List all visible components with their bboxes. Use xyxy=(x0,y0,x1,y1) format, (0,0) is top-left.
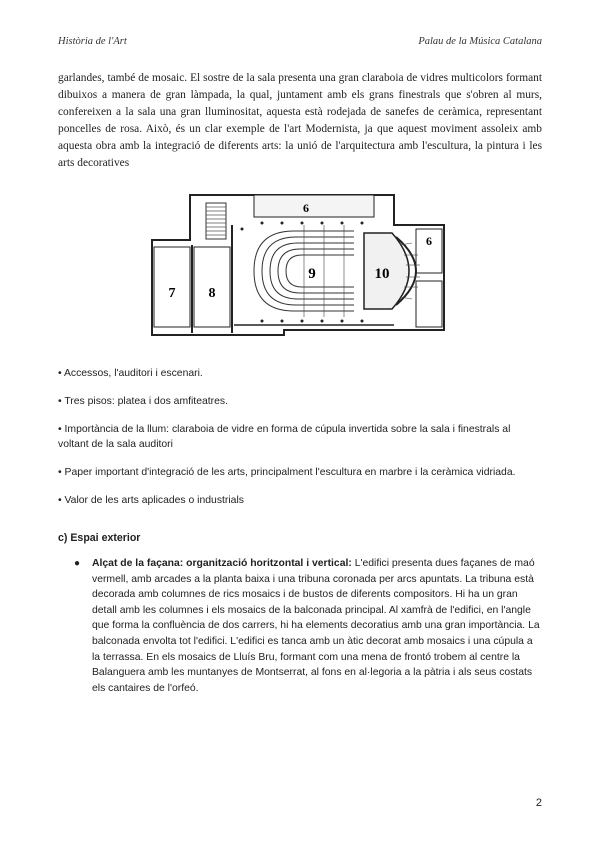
bullet-item: • Valor de les arts aplicades o industrials xyxy=(58,495,244,506)
plan-label: 10 xyxy=(374,266,390,282)
plan-label: 8 xyxy=(208,286,216,301)
bullet-list xyxy=(58,366,542,521)
section-title: c) Espai exterior xyxy=(58,532,141,544)
bullet-dot-icon: ● xyxy=(74,558,81,569)
bullet-item: • Importància de la llum: claraboia de vidre en forma de cúpula invertida sobre la sala i finestrals al voltant de la sala auditori xyxy=(58,424,511,450)
plan-label: 6 xyxy=(426,234,432,248)
plan-label: 9 xyxy=(308,266,316,282)
plan-label: 6 xyxy=(303,201,309,215)
header-left: Història de l'Art xyxy=(58,36,127,47)
bullet-item: • Accessos, l'auditori i escenari. xyxy=(58,368,203,379)
bullet-item: • Tres pisos: platea i dos amfiteatres. xyxy=(58,396,228,407)
bullet-item: • Paper important d'integració de les arts, principalment l'escultura en marbre i la ceràmica vidriada. xyxy=(58,467,516,478)
facade-title: Alçat de la façana: organització horitzontal i vertical: xyxy=(92,558,352,569)
plan-label: 7 xyxy=(168,286,176,301)
facade-body: L'edifici presenta dues façanes de maó vermell, amb arcades a la planta baixa i una tribuna coronada per arcs apuntats. La tribuna està decorada amb columnes de rics mosaics i de bustos de diferents compositors. Hi ha un gran detall amb les columnes i els mosaics de la balconada principal. Al xamfrà de l'edifici, en l'angle que forma la confluència de dos carrers, hi ha elements decoratius amb una gran importància. La balconada envolta tot l'edifici. L'edifici es tanca amb un àtic decorat amb mosaics i una cúpula a la terrassa. En els mosaics de Lluís Bru, formant com una mena de frontó trobem al centre la Balanguera amb les muntanyes de Montserrat, al fons en al·legoria a la pàtria i als seus costats els cantaires de l'orfeó. xyxy=(92,558,540,694)
facade-paragraph xyxy=(92,556,540,696)
page-number: 2 xyxy=(535,797,542,809)
header-right: Palau de la Música Catalana xyxy=(418,36,542,47)
intro-paragraph: garlandes, també de mosaic. El sostre de la sala presenta una gran claraboia de vidres multicolors formant dibuixos a manera de gran làmpada, la qual, juntament amb els grans finestrals que s'obren al murs, confereixen a la sala una gran lluminositat, aquesta està rodejada de sanefes de ceràmica, representant poncelles de rosa. Això, és un clar exemple de l'art Modernista, ja que aquest moviment assoleix amb aquesta obra amb la integració de diferents arts: la unió de l'arquitectura amb l'escultura, la pintura i les arts decoratives xyxy=(58,72,542,169)
floor-plan-figure xyxy=(144,185,458,345)
